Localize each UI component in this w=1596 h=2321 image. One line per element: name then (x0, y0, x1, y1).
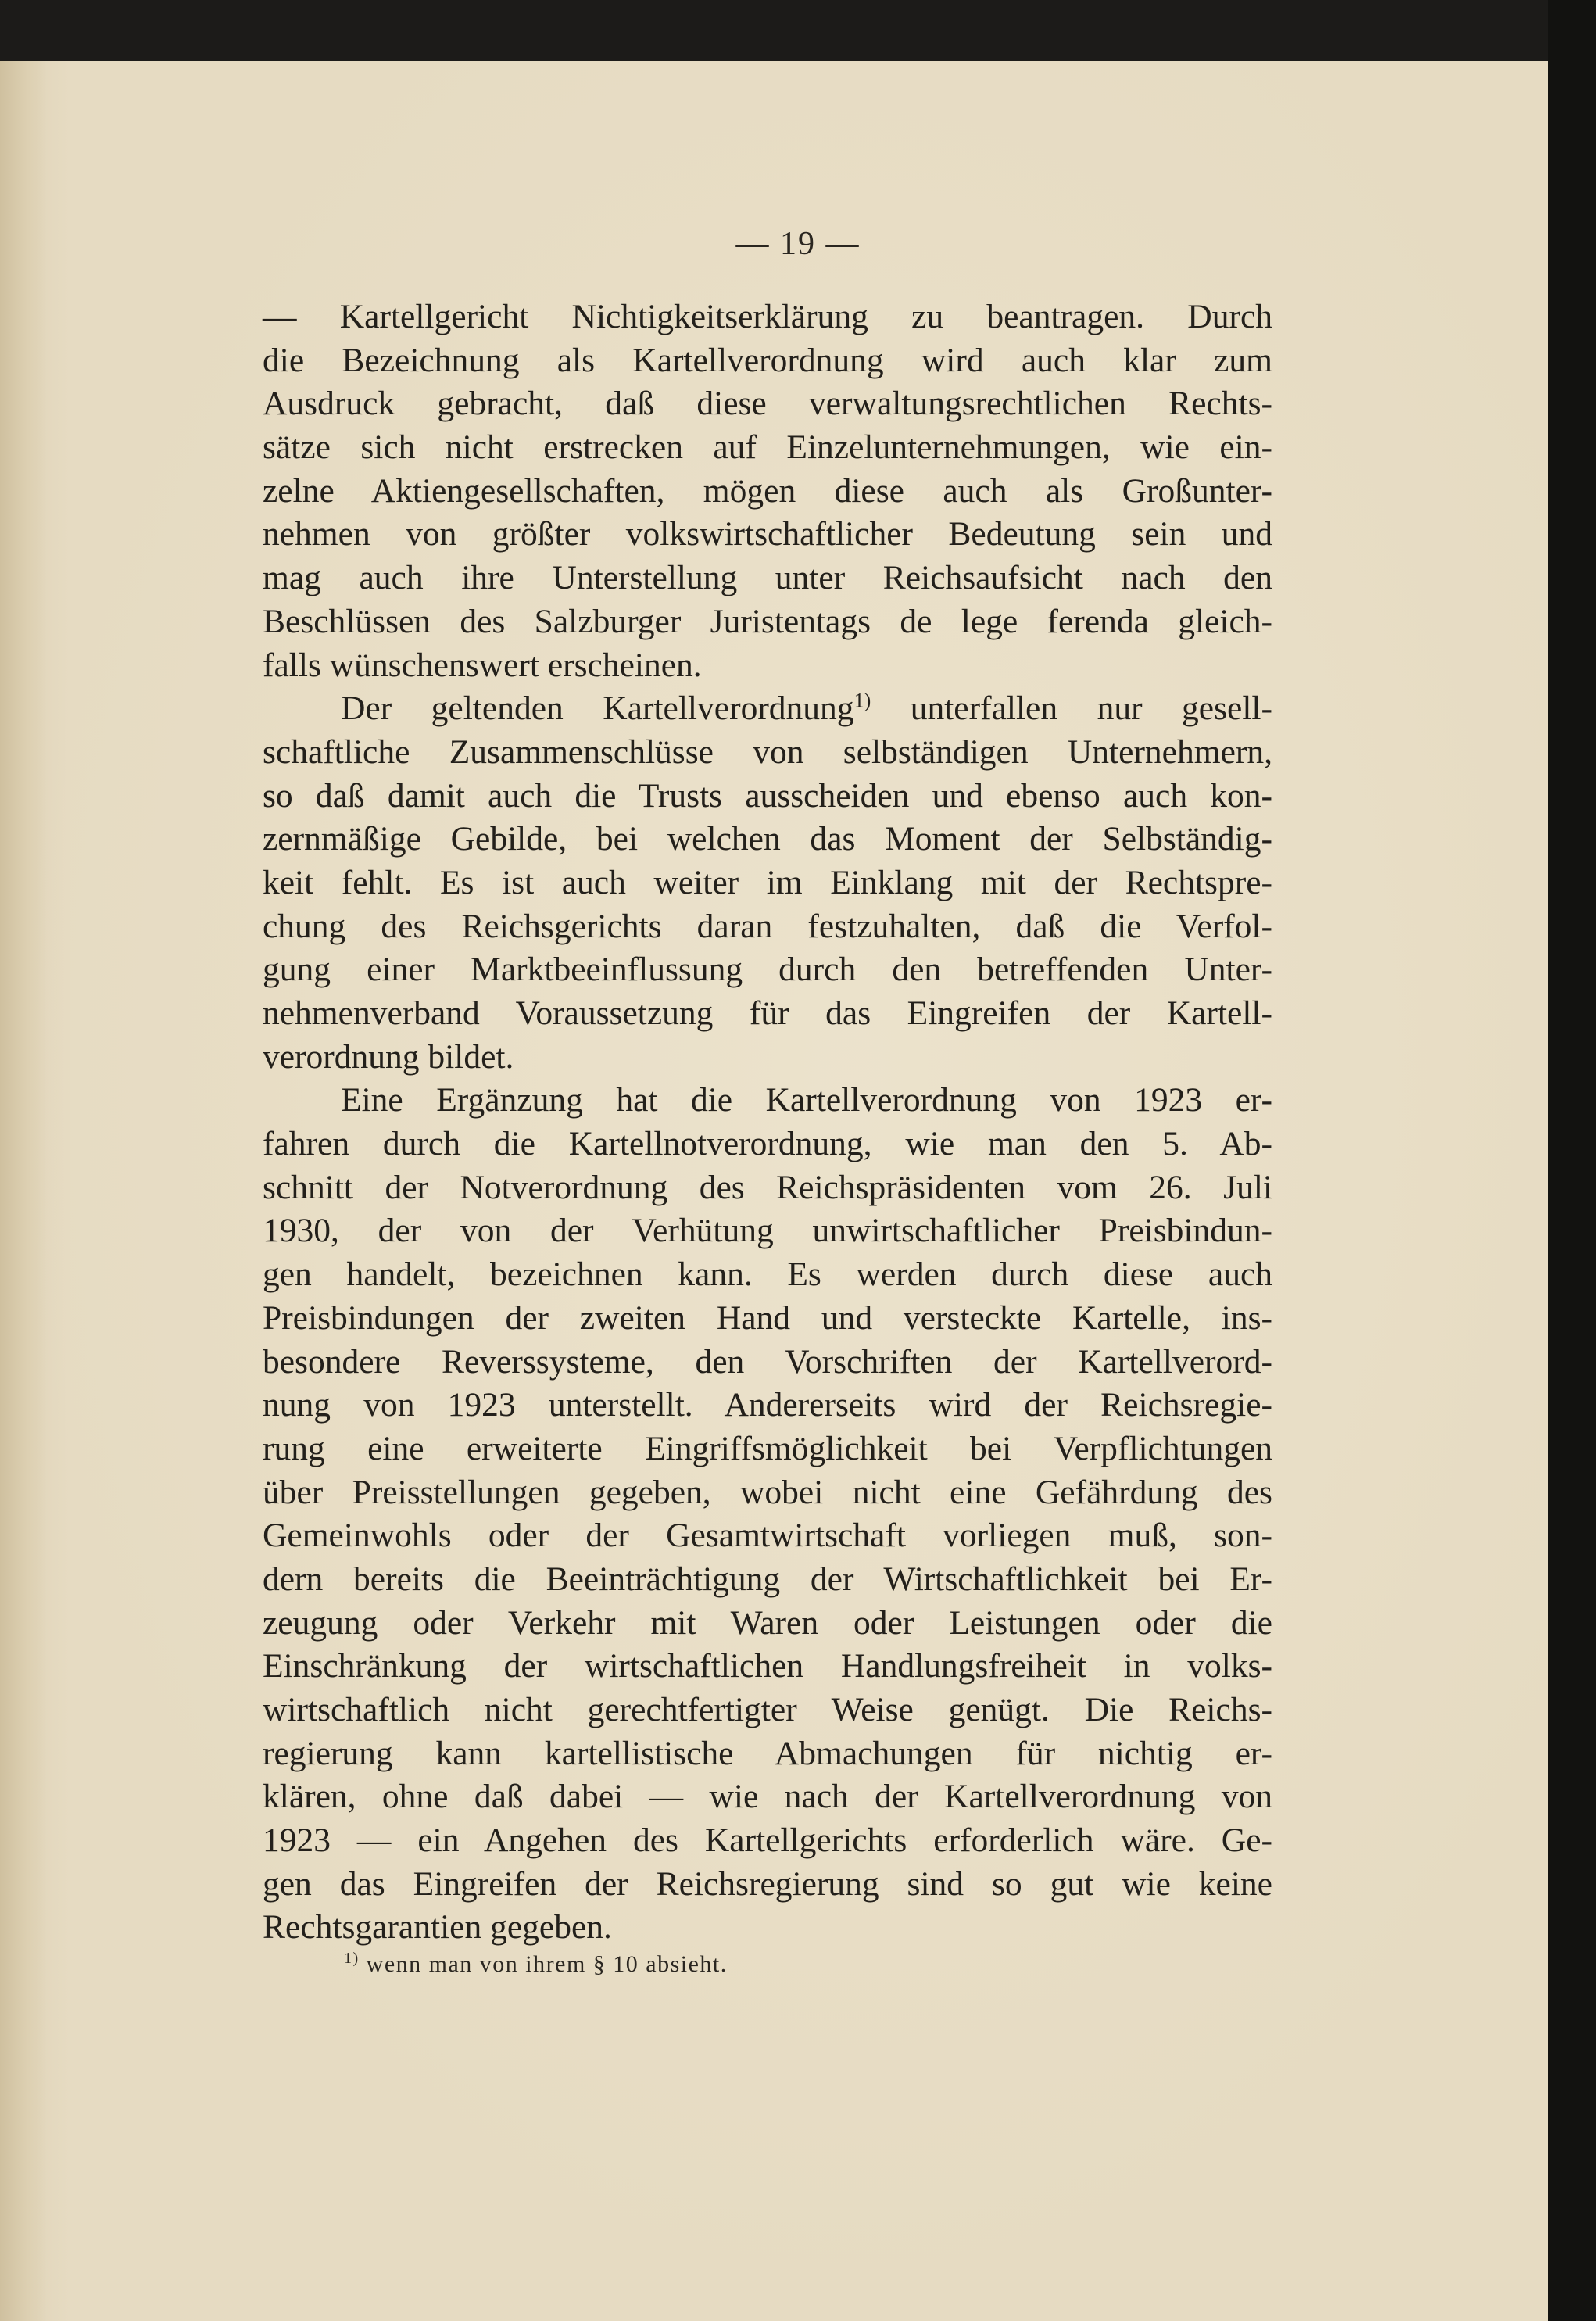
text-line: verordnung bildet. (263, 1037, 514, 1076)
text-line: dern bereits die Beeinträchtigung der Wirtschaftlichkeit bei Er- (263, 1560, 1272, 1598)
text-line: 1930, der von der Verhütung unwirtschaftlicher Preisbindun- (263, 1212, 1272, 1250)
text-line: Beschlüssen des Salzburger Juristentags de lege ferenda gleich- (263, 602, 1272, 640)
paragraph-2 (263, 687, 1272, 1079)
text-line: fahren durch die Kartellnotverordnung, wie man den 5. Ab- (263, 1125, 1272, 1163)
text-line: gen das Eingreifen der Reichsregierung sind so gut wie keine (263, 1864, 1272, 1903)
text-line: gen handelt, bezeichnen kann. Es werden durch diese auch (263, 1255, 1272, 1294)
text-line: gung einer Marktbeeinflussung durch den betreffenden Unter- (263, 951, 1272, 989)
text-line: zernmäßige Gebilde, bei welchen das Moment der Selbständig- (263, 820, 1272, 858)
text-line: mag auch ihre Unterstellung unter Reichsaufsicht nach den (263, 559, 1272, 597)
text-line: regierung kann kartellistische Abmachungen für nichtig er- (263, 1734, 1272, 1772)
text-line: keit fehlt. Es ist auch weiter im Einklang mit der Rechtspre- (263, 863, 1272, 901)
text-line: zeugung oder Verkehr mit Waren oder Leistungen oder die (263, 1603, 1272, 1642)
text-line: schnitt der Notverordnung des Reichspräsidenten vom 26. Juli (263, 1168, 1272, 1206)
footnote-text: wenn man von ihrem § 10 absieht. (359, 1951, 728, 1977)
text-line: schaftliche Zusammenschlüsse von selbständigen Unternehmern, (263, 732, 1272, 771)
text-line: nehmenverband Voraussetzung für das Eingreifen der Kartell- (263, 994, 1272, 1032)
text-line: wirtschaftlich nicht gerechtfertigter Weise genügt. Die Reichs- (263, 1691, 1272, 1728)
text-line: die Bezeichnung als Kartellverordnung wird auch klar zum (263, 341, 1272, 379)
text-line: 1923 — ein Angehen des Kartellgerichts erforderlich wäre. Ge- (263, 1821, 1272, 1860)
text-line: chung des Reichsgerichts daran festzuhalten, daß die Verfol- (263, 907, 1272, 945)
text-line: so daß damit auch die Trusts ausscheiden und ebenso auch kon- (263, 776, 1272, 815)
text-line: Preisbindungen der zweiten Hand und versteckte Kartelle, ins- (263, 1298, 1272, 1337)
text-line: Rechtsgarantien gegeben. (263, 1908, 612, 1947)
page-edge (1548, 0, 1596, 2321)
text-fragment: Der geltenden Kartellverordnung (341, 689, 854, 728)
footnote-reference: 1) (853, 689, 871, 712)
text-line: über Preisstellungen gegeben, wobei nicht eine Gefährdung des (263, 1473, 1272, 1511)
text-fragment: unterfallen nur gesell- (871, 689, 1272, 728)
text-line: sätze sich nicht erstrecken auf Einzelunternehmungen, wie ein- (263, 428, 1272, 467)
footnote-mark: 1) (344, 1950, 360, 1967)
paragraph-3 (263, 1079, 1272, 1950)
footnote (344, 1950, 728, 1978)
page-number: — 19 — (735, 226, 861, 262)
text-line-with-footnote (263, 687, 1272, 731)
binding-fold (0, 61, 47, 2321)
text-line: Gemeinwohls oder der Gesamtwirtschaft vorliegen muß, son- (263, 1517, 1272, 1555)
text-line: Eine Ergänzung hat die Kartellverordnung von 1923 er- (341, 1081, 1272, 1119)
text-line: — Kartellgericht Nichtigkeitserklärung zu beantragen. Durch (263, 298, 1272, 335)
text-line: klären, ohne daß dabei — wie nach der Kartellverordnung von (263, 1778, 1272, 1816)
paragraph-1 (263, 295, 1272, 687)
body-text (263, 295, 1272, 1950)
text-line: rung eine erweiterte Eingriffsmöglichkeit bei Verpflichtungen (263, 1429, 1272, 1467)
text-line: falls wünschenswert erscheinen. (263, 646, 702, 684)
text-line: nehmen von größter volkswirtschaftlicher Bedeutung sein und (263, 515, 1272, 553)
text-line: zelne Aktiengesellschaften, mögen diese auch als Großunter- (263, 471, 1272, 510)
text-line: besondere Reverssysteme, den Vorschriften der Kartellverord- (263, 1342, 1272, 1381)
text-line: nung von 1923 unterstellt. Andererseits wird der Reichsregie- (263, 1386, 1272, 1424)
text-line: Einschränkung der wirtschaftlichen Handlungsfreiheit in volks- (263, 1647, 1272, 1685)
text-line: Ausdruck gebracht, daß diese verwaltungsrechtlichen Rechts- (263, 385, 1272, 423)
